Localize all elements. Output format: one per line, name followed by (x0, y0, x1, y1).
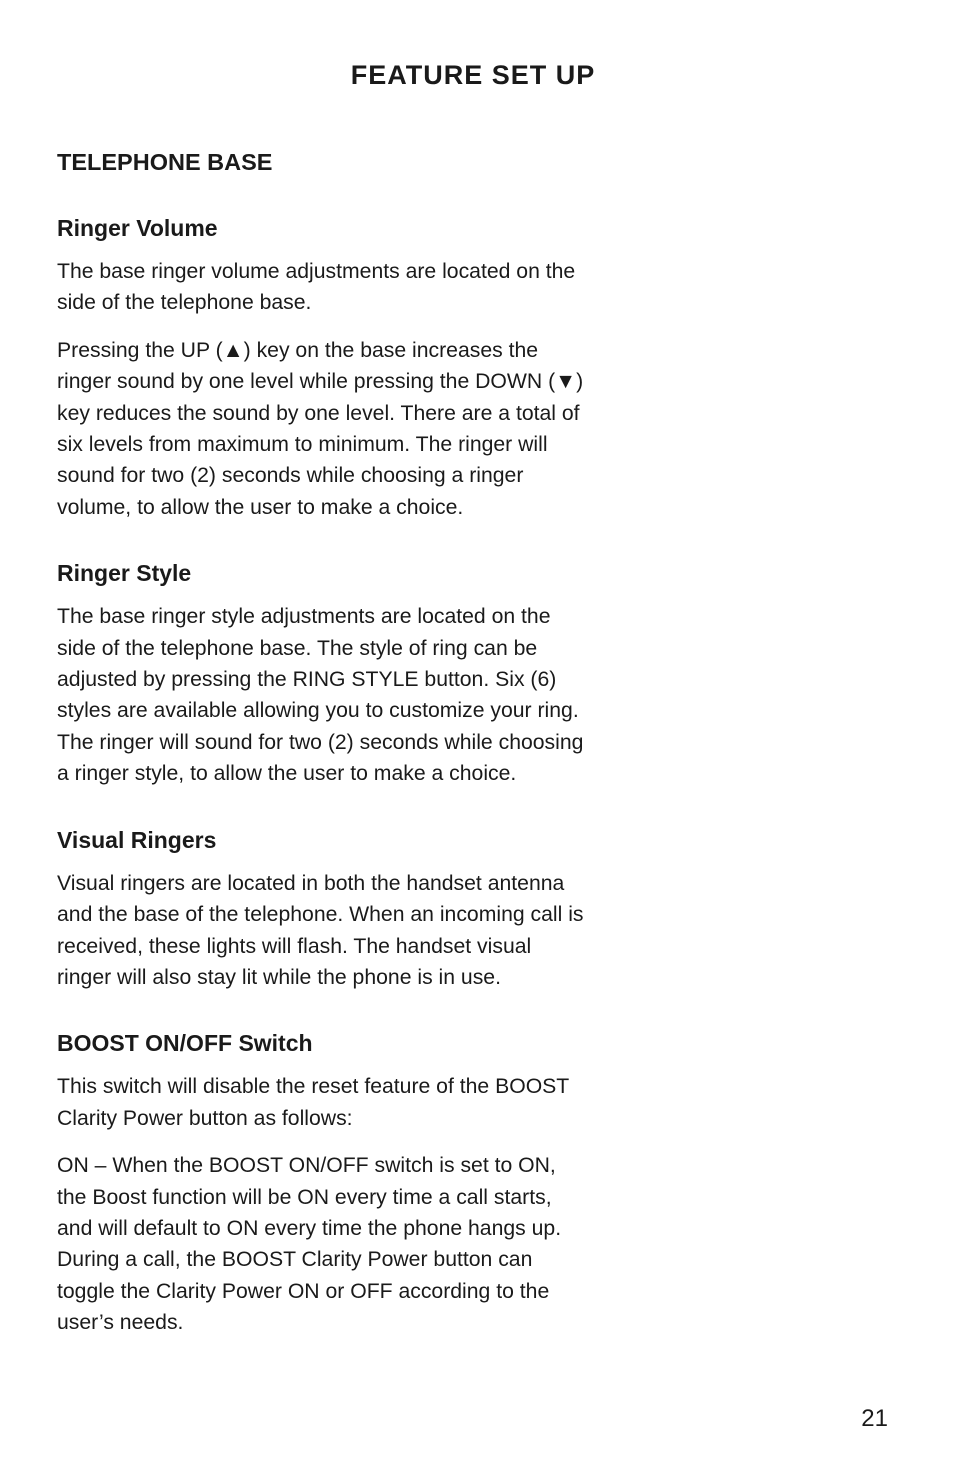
subsection-heading: Ringer Style (57, 560, 192, 587)
subsection-visual-ringers (57, 824, 587, 994)
page-content (57, 146, 587, 1373)
subsection-heading: BOOST ON/OFF Switch (57, 1030, 313, 1057)
page-number: 21 (861, 1405, 888, 1432)
subsection-heading: Visual Ringers (57, 826, 217, 853)
paragraph: The base ringer style adjustments are located on the side of the telephone base. The style of ring can be adjusted by pressing the RING STYLE button. Six (6) styles are available allowing you to customize your ring. The ringer will sound for two (2) seconds while choosing a ringer style, to allow the user to make a choice. (57, 605, 584, 786)
paragraph: ON – When the BOOST ON/OFF switch is set to ON, the Boost function will be ON every time a call starts, and will default to ON every time the phone hangs up. During a call, the BOOST Clarity Power button can toggle the Clarity Power ON or OFF according to the user’s needs. (57, 1154, 562, 1335)
subsection-ringer-style (57, 557, 587, 789)
paragraph: The base ringer volume adjustments are located on the side of the telephone base. (57, 260, 576, 315)
paragraph: This switch will disable the reset feature of the BOOST Clarity Power button as follows: (57, 1075, 569, 1130)
subsection-boost-switch (57, 1027, 587, 1338)
subsection-heading: Ringer Volume (57, 215, 218, 241)
subsection-ringer-volume (57, 212, 587, 523)
page-title: FEATURE SET UP (350, 60, 596, 90)
paragraph: Visual ringers are located in both the handset antenna and the base of the telephone. When an incoming call is received, these lights will flash. The handset visual ringer will also stay lit while the phone is in use. (57, 871, 584, 989)
section-title: TELEPHONE BASE (57, 149, 273, 175)
paragraph: Pressing the UP (▲) key on the base increases the ringer sound by one level while pressing the DOWN (▼) key reduces the sound by one level. There are a total of six levels from maximum to minimum. The ringer will sound for two (2) seconds while choosing a ringer volume, to allow the user to make a choice. (57, 338, 584, 519)
